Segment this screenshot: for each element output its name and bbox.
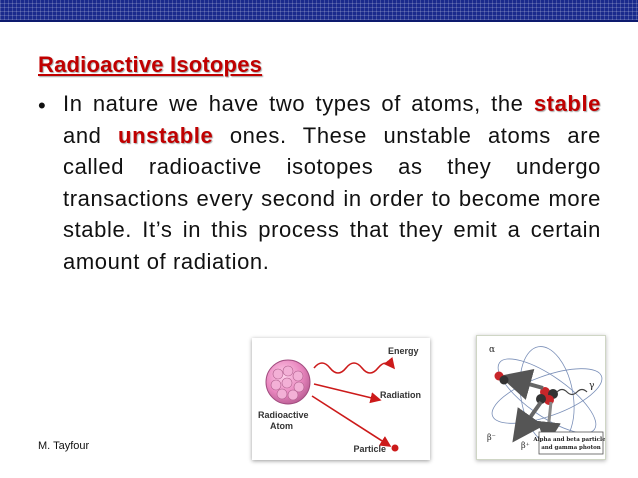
beta-plus-symbol: β⁺	[521, 441, 530, 450]
highlight-unstable: unstable	[118, 122, 214, 148]
energy-label: Energy	[388, 346, 419, 356]
radiation-types-figure	[476, 335, 606, 460]
particle-label: Particle	[353, 444, 386, 454]
alpha-arrow	[507, 378, 543, 388]
bullet-paragraph	[63, 88, 601, 278]
alpha-particle-icon	[495, 372, 509, 385]
top-bar	[0, 0, 638, 20]
top-bar-divider	[0, 20, 638, 22]
energy-wave-arrow	[314, 363, 394, 373]
author-footer: M. Tayfour	[38, 440, 90, 452]
highlight-stable: stable	[533, 91, 601, 116]
paragraph-text-1: In nature we have two types of atoms, the	[63, 91, 534, 116]
beta-minus-symbol: β⁻	[487, 433, 496, 442]
caption-line1: Alpha and beta particles	[533, 437, 605, 443]
particle-arrow	[312, 396, 390, 446]
alpha-symbol: α	[489, 345, 496, 355]
radiation-label: Radiation	[380, 390, 422, 400]
radioactive-atom-figure	[252, 338, 430, 460]
paragraph-text-3: ones. These unstable atoms are called radioactive isotopes as they undergo transactions every second in order to become more stable. It’s in this process that they emit a certain amount of radiation.	[63, 122, 601, 274]
atom-label-line2: Atom	[270, 421, 293, 431]
gamma-symbol: γ	[589, 381, 595, 391]
caption-line2: and gamma photon	[541, 445, 601, 451]
nucleus-icon	[266, 360, 310, 404]
radioactive-atom-illustration	[252, 338, 430, 460]
decay-illustration	[477, 336, 605, 459]
bullet-marker: •	[38, 93, 46, 118]
atom-label-line1: Radioactive	[258, 410, 309, 420]
particle-dot-icon	[392, 445, 399, 452]
radiation-arrow	[314, 384, 380, 400]
paragraph-text-2: and	[63, 122, 119, 148]
slide-heading: Radioactive Isotopes	[38, 52, 263, 77]
